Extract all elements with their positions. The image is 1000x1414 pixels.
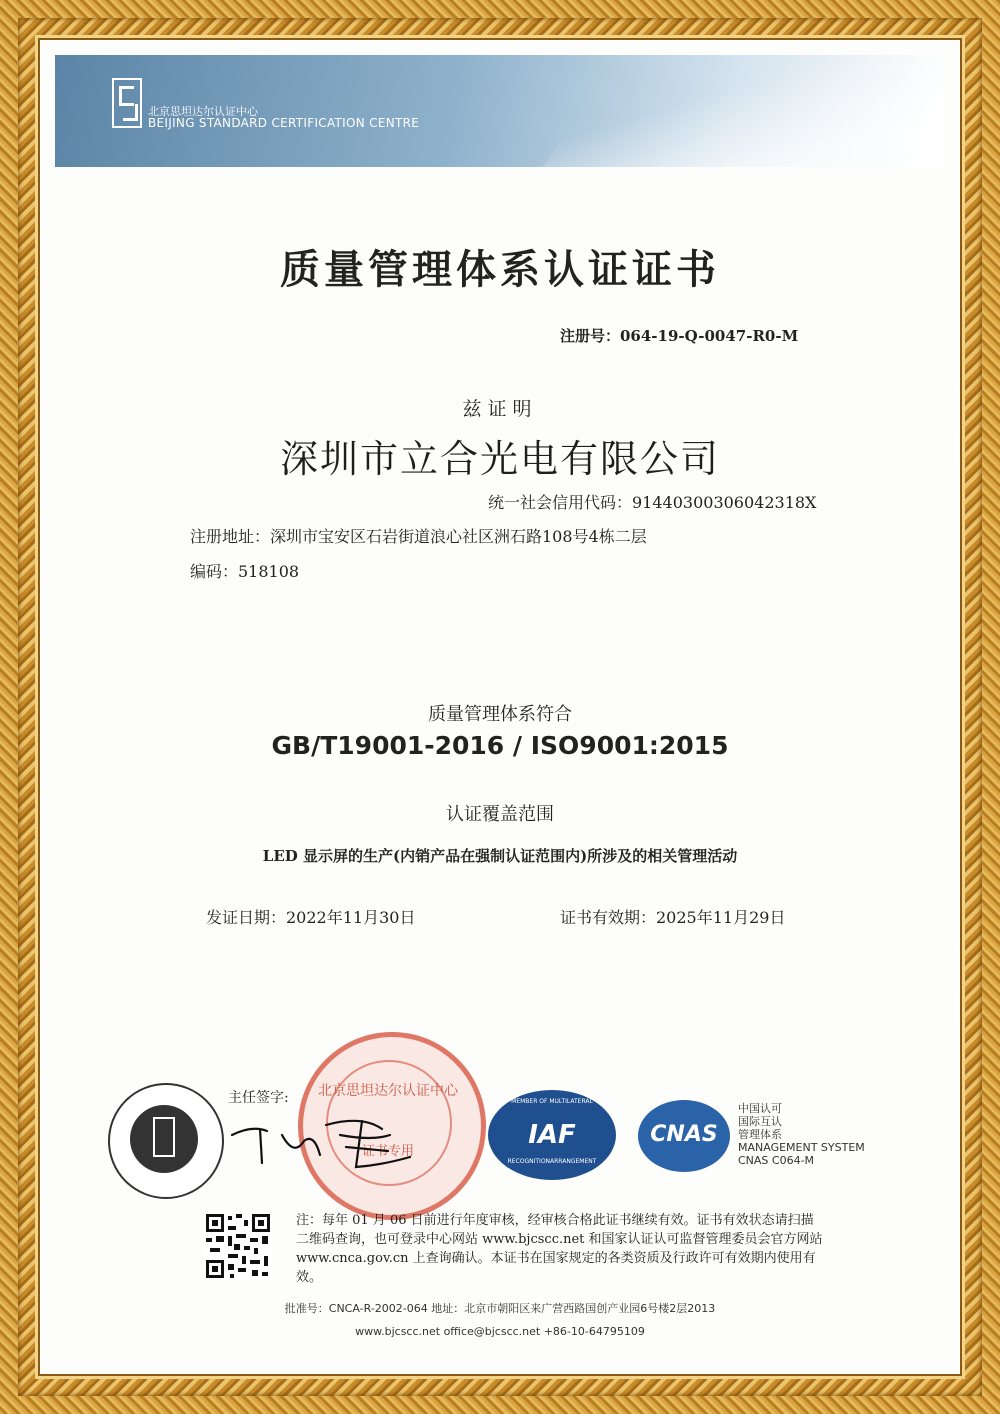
credit-code: 统一社会信用代码：91440300306042318X (488, 493, 817, 512)
cnas-line: 管理体系 (738, 1128, 782, 1141)
issue-date: 发证日期：2022年11月30日 (206, 908, 416, 927)
bscc-logo-icon (112, 78, 142, 128)
cnas-info (738, 1102, 865, 1167)
scope-text: LED 显示屏的生产(内销产品在强制认证范围内)所涉及的相关管理活动 (262, 847, 738, 865)
iaf-top-text: MEMBER OF MULTILATERAL (511, 1098, 593, 1105)
footer-contact: www.bjcscc.net office@bjcscc.net +86-10-64795109 (355, 1325, 645, 1338)
company-name: 深圳市立合光电有限公司 (279, 437, 720, 481)
cnas-line: 国际互认 (738, 1115, 782, 1128)
certificate-title: 质量管理体系认证证书 (280, 246, 720, 293)
iaf-bottom-text: RECOGNITIONARRANGEMENT (507, 1158, 597, 1165)
certify-heading: 兹证明 (462, 398, 538, 420)
cnas-line: 中国认可 (738, 1102, 782, 1115)
postcode: 编码：518108 (190, 562, 300, 581)
signature-label: 主任签字: (228, 1090, 289, 1106)
cnas-line: MANAGEMENT SYSTEM (738, 1141, 865, 1154)
org-name-en: BEIJING STANDARD CERTIFICATION CENTRE (148, 116, 420, 130)
round-seal-mark-icon (153, 1117, 175, 1157)
qr-code-icon[interactable] (204, 1212, 272, 1280)
valid-date: 证书有效期：2025年11月29日 (560, 908, 786, 927)
validity-note: 注：每年 01 月 06 日前进行年度审核，经审核合格此证书继续有效。证书有效状态请扫描二维码查询，也可登录中心网站 www.bjcscc.net 和国家认证认可监督管理委员会官方网站 www.cnca.gov.cn 上查询确认。本证书在国家规定的各类资质及行政许可有效期内使用有效。 (296, 1213, 823, 1285)
standard-code: GB/T19001-2016 / ISO9001:2015 (271, 731, 729, 760)
cnas-line: CNAS C064-M (738, 1154, 815, 1167)
org-name-cn: 北京思坦达尔认证中心 (148, 105, 258, 118)
registered-address: 注册地址：深圳市宝安区石岩街道浪心社区洲石路108号4栋二层 (190, 527, 647, 546)
footer-approval-address: 批准号：CNCA-R-2002-064 地址：北京市朝阳区来广营西路国创产业园6号楼2层2013 (284, 1302, 716, 1315)
iaf-mark: IAF (528, 1120, 576, 1150)
cnas-mark: CNAS (650, 1122, 718, 1147)
conform-label: 质量管理体系符合 (428, 704, 572, 725)
red-stamp-usage: 证书专用 (361, 1144, 414, 1159)
registration-number: 注册号：064-19-Q-0047-R0-M (560, 327, 799, 345)
red-stamp-cn: 北京思坦达尔认证中心 (318, 1083, 458, 1099)
director-signature (222, 1095, 422, 1175)
scope-label: 认证覆盖范围 (446, 804, 554, 825)
